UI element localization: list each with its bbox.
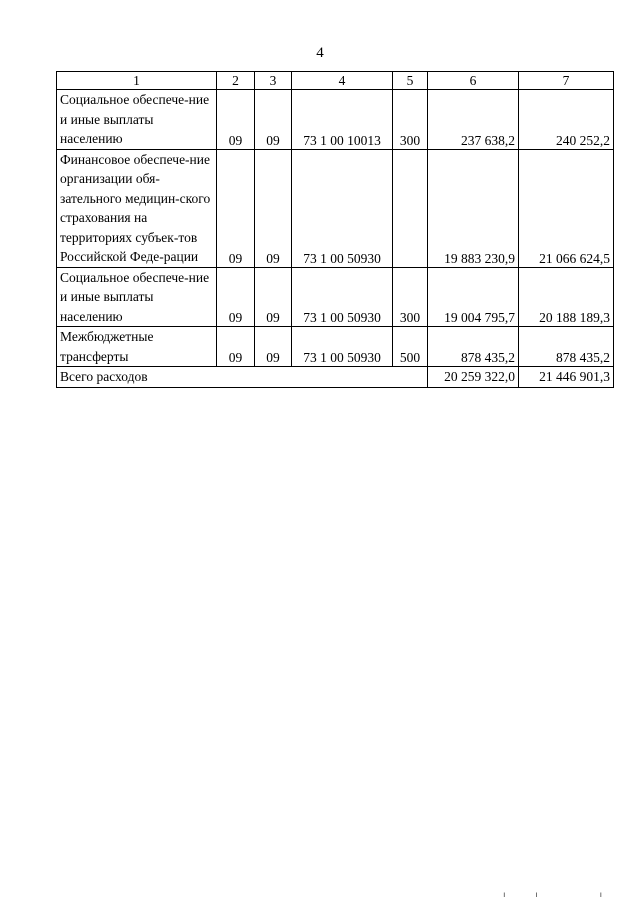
- cell-amount-col6: 878 435,2: [428, 327, 519, 367]
- cell-amount-col7: 20 188 189,3: [519, 267, 614, 327]
- cell-expense-type: 300: [393, 267, 428, 327]
- cell-amount-col7: 240 252,2: [519, 90, 614, 150]
- cell-target-code: 73 1 00 10013: [292, 90, 393, 150]
- row-description: Социальное обеспече-ние и иные выплаты населению: [57, 267, 217, 327]
- table-row: [57, 327, 614, 367]
- cell-target-code: 73 1 00 50930: [292, 267, 393, 327]
- row-description: Социальное обеспече-ние и иные выплаты населению: [57, 90, 217, 150]
- table-row: [57, 267, 614, 327]
- column-header: 6: [428, 72, 519, 90]
- cell-subsection: 09: [255, 90, 292, 150]
- column-header: 7: [519, 72, 614, 90]
- column-header: 5: [393, 72, 428, 90]
- budget-table: [56, 71, 614, 388]
- cell-subsection: 09: [255, 267, 292, 327]
- cell-section: 09: [217, 149, 255, 267]
- total-amount-col6: 20 259 322,0: [428, 367, 519, 388]
- total-row: [57, 367, 614, 388]
- cell-subsection: 09: [255, 327, 292, 367]
- cell-expense-type: 300: [393, 90, 428, 150]
- row-description: Финансовое обеспече-ние организации обя-зательного медицин-ского страхования на территориях субъек-тов Российской Феде-рации: [57, 149, 217, 267]
- cell-amount-col7: 878 435,2: [519, 327, 614, 367]
- cell-amount-col6: 237 638,2: [428, 90, 519, 150]
- page-number: 4: [316, 45, 324, 61]
- column-header: 4: [292, 72, 393, 90]
- cell-target-code: 73 1 00 50930: [292, 149, 393, 267]
- cell-section: 09: [217, 267, 255, 327]
- cell-amount-col6: 19 004 795,7: [428, 267, 519, 327]
- column-header: 2: [217, 72, 255, 90]
- table-row: [57, 149, 614, 267]
- column-header: 1: [57, 72, 217, 90]
- total-amount-col7: 21 446 901,3: [519, 367, 614, 388]
- cell-amount-col6: 19 883 230,9: [428, 149, 519, 267]
- total-label: Всего расходов: [57, 367, 428, 388]
- cell-section: 09: [217, 327, 255, 367]
- column-header: 3: [255, 72, 292, 90]
- cell-expense-type: [393, 149, 428, 267]
- cell-subsection: 09: [255, 149, 292, 267]
- scan-corner-marks: ıı ı: [503, 890, 632, 899]
- cell-amount-col7: 21 066 624,5: [519, 149, 614, 267]
- cell-expense-type: 500: [393, 327, 428, 367]
- cell-target-code: 73 1 00 50930: [292, 327, 393, 367]
- row-description: Межбюджетные трансферты: [57, 327, 217, 367]
- table-header-row: [57, 72, 614, 90]
- cell-section: 09: [217, 90, 255, 150]
- table-row: [57, 90, 614, 150]
